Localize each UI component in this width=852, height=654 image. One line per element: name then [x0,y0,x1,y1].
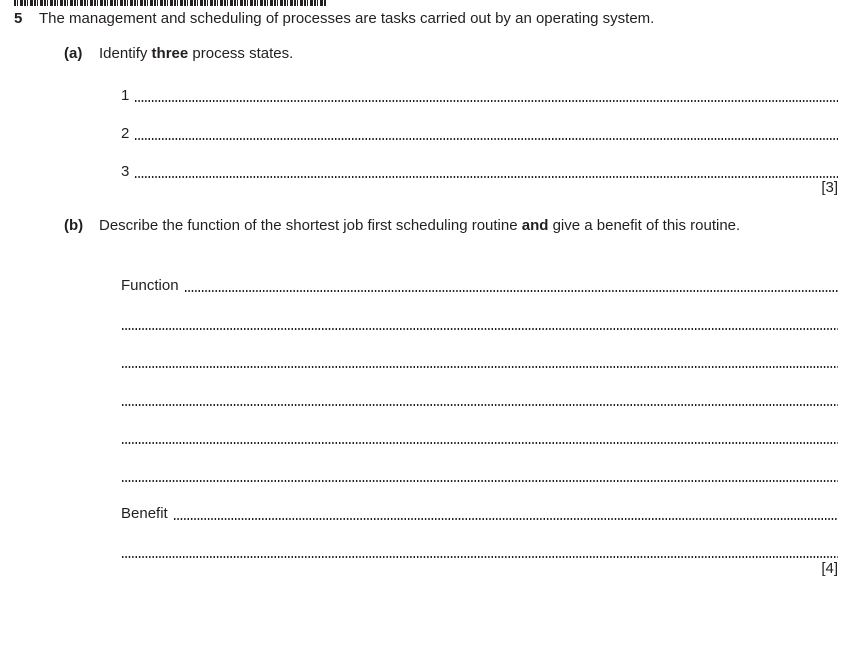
answer-line-number: 1 [121,87,130,104]
part-a-prompt: Identify three process states. [99,45,294,62]
function-answer-line-2[interactable] [121,314,838,332]
answer-line-number: 2 [121,125,130,142]
benefit-answer-line-1[interactable] [121,504,838,522]
part-b-label: (b) [64,217,84,234]
function-answer-line-3[interactable] [121,352,838,370]
part-b-marks: [4] [821,560,838,577]
part-b-prompt: Describe the function of the shortest job first scheduling routine and give a benefit of this routine. [99,217,741,234]
benefit-answer-line-2[interactable] [121,542,838,560]
answer-line-a2[interactable] [121,124,838,142]
part-a-marks: [3] [821,179,838,196]
question-text: The management and scheduling of processes are tasks carried out by an operating system. [39,10,655,27]
barcode [14,0,326,6]
answer-line-number: 3 [121,163,130,180]
function-answer-line-5[interactable] [121,428,838,446]
function-answer-line-6[interactable] [121,466,838,484]
answer-line-a3[interactable] [121,162,838,180]
function-answer-line-1[interactable] [121,276,838,294]
question-number: 5 [14,10,23,27]
part-a-label: (a) [64,45,83,62]
answer-line-a1[interactable] [121,86,838,104]
function-label: Function [121,277,179,294]
function-answer-line-4[interactable] [121,390,838,408]
benefit-label: Benefit [121,505,168,522]
